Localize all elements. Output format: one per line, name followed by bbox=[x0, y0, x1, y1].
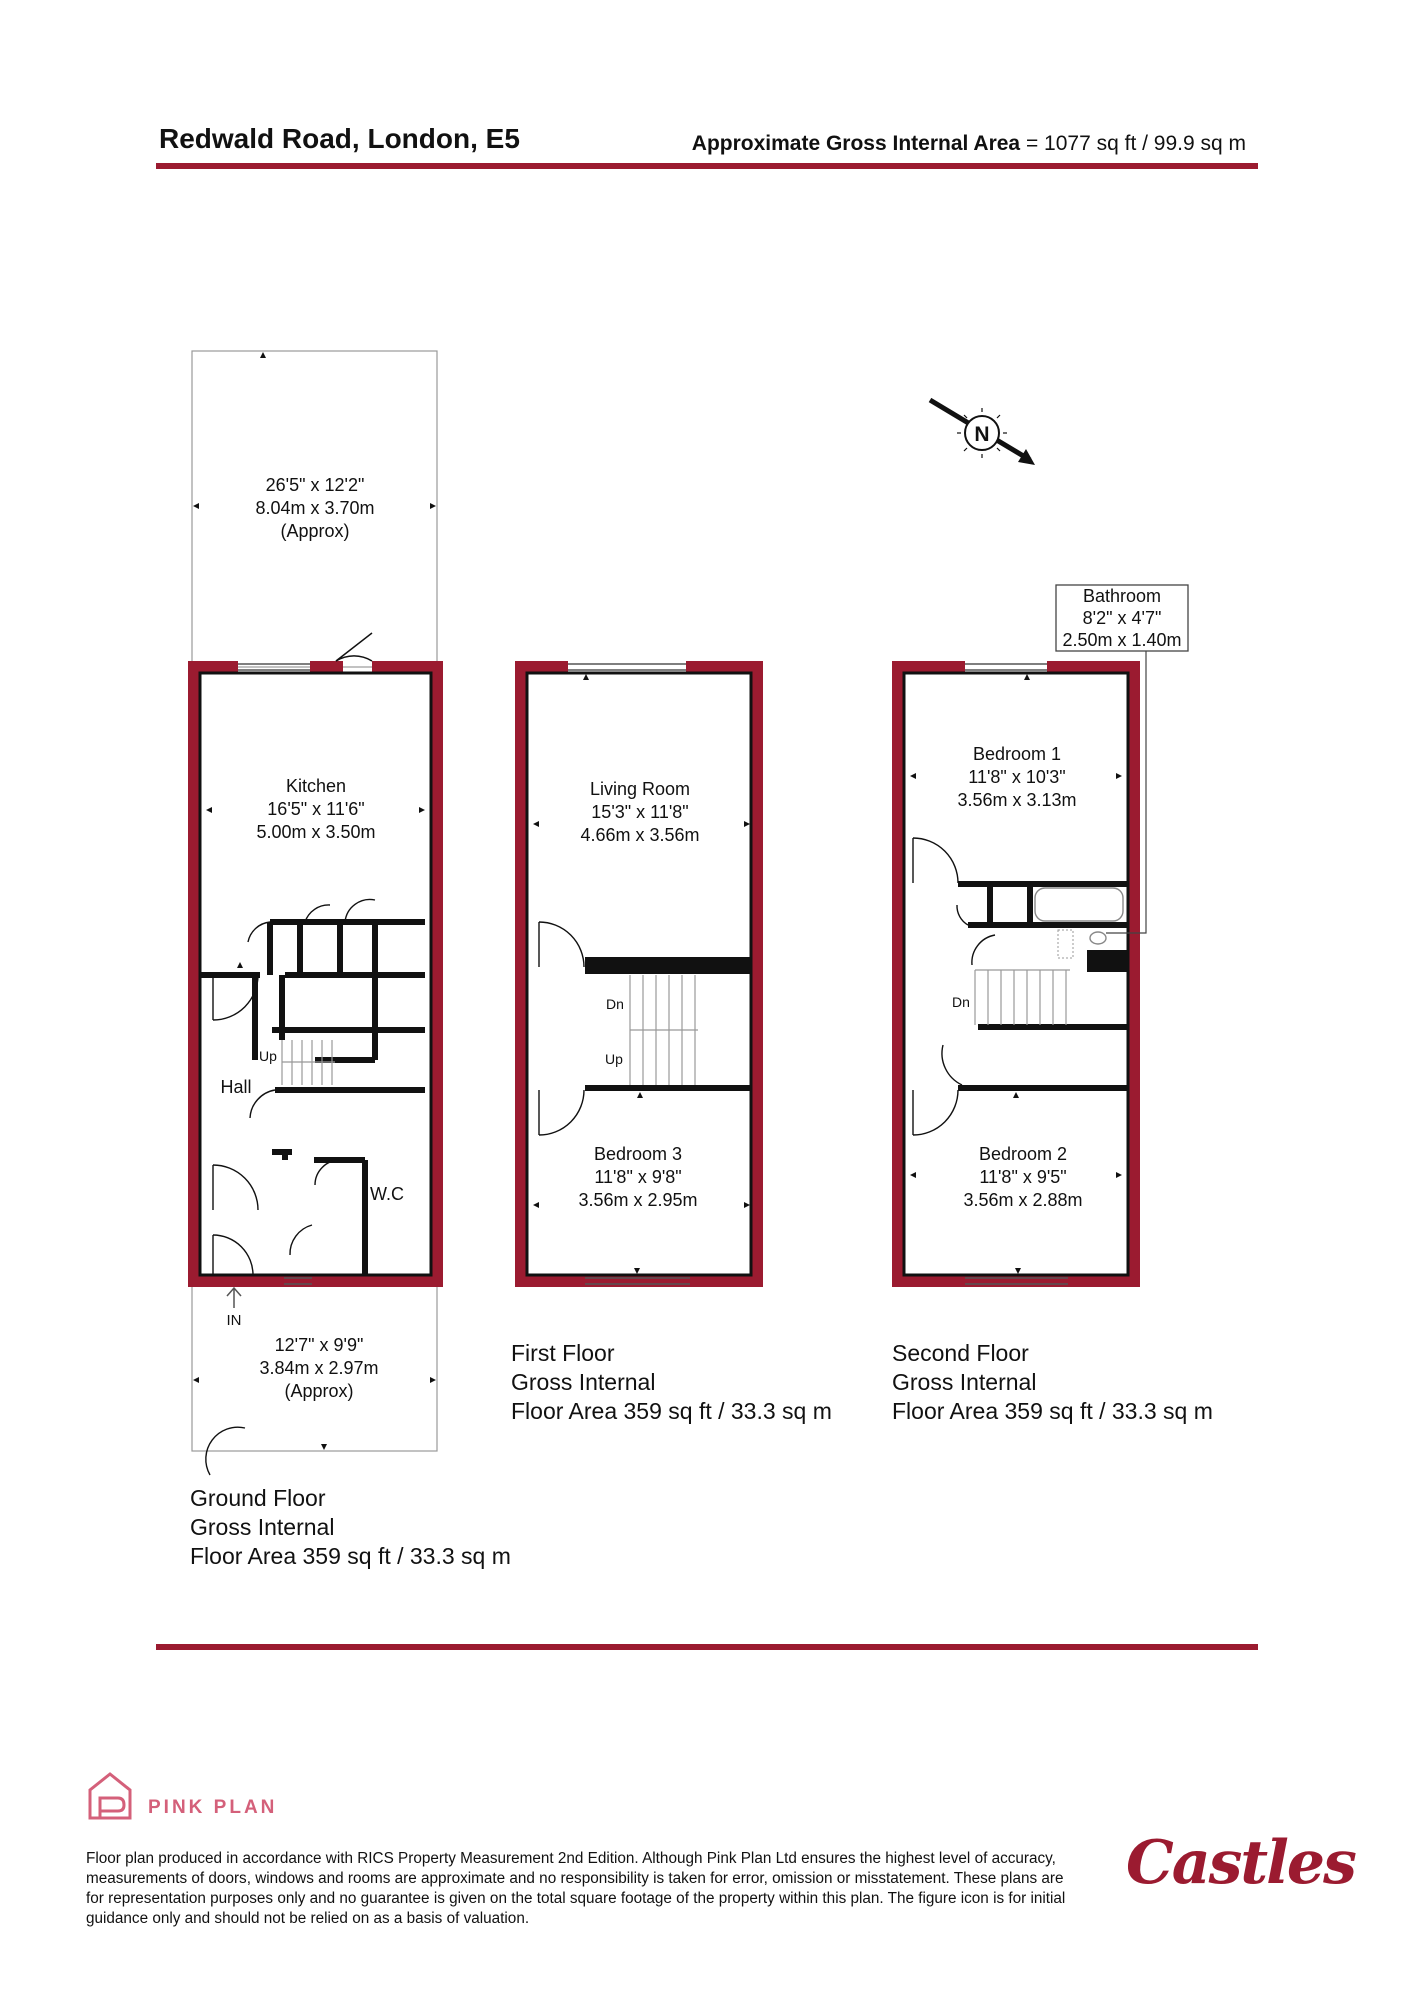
bedroom-2-dimension-metric: 3.56m x 2.88m bbox=[963, 1190, 1083, 1210]
basin-icon bbox=[1058, 930, 1073, 958]
ground-floor-caption-title: Ground Floor bbox=[190, 1485, 326, 1511]
garden-approx-note: (Approx) bbox=[280, 521, 350, 541]
disclaimer-text: Floor plan produced in accordance with RICS Property Measurement 2nd Edition. Although Pink Plan Ltd ensures the highest level of accuracy, measurements of doors, windows and rooms are approximate and no responsibility is taken for error, omission or misstatement. These plans are for representation purposes only and no guarantee is given on the total square footage of the property within this plan. The figure icon is for initial guidance only and should not be relied on as a basis of valuation. bbox=[86, 1850, 1066, 1927]
first-floor-plan bbox=[515, 664, 763, 1284]
first-floor-caption-line2: Gross Internal bbox=[511, 1369, 656, 1395]
ground-floor-caption-area: Floor Area 359 sq ft / 33.3 sq m bbox=[190, 1543, 511, 1569]
entrance-label: IN bbox=[226, 1312, 242, 1329]
first-floor-landing-wall bbox=[585, 957, 751, 974]
bedroom-3-label: Bedroom 3 bbox=[593, 1144, 683, 1164]
bedroom-3-dimension-imperial: 11'8" x 9'8" bbox=[594, 1167, 682, 1187]
first-floor-stairs bbox=[630, 975, 698, 1085]
bedroom-2-dimension-imperial: 11'8" x 9'5" bbox=[979, 1167, 1067, 1187]
bathroom-label: Bathroom bbox=[1082, 586, 1162, 606]
bath-tub-icon bbox=[1035, 888, 1123, 921]
bathroom-dimension-imperial: 8'2" x 4'7" bbox=[1082, 608, 1162, 628]
pink-plan-brand: PINK PLAN bbox=[148, 1797, 278, 1818]
bathroom-dimension-metric: 2.50m x 1.40m bbox=[1062, 630, 1182, 650]
ground-floor-caption bbox=[190, 1484, 511, 1571]
compass-north-label: N bbox=[974, 423, 990, 446]
garden-dimension-metric: 8.04m x 3.70m bbox=[255, 498, 375, 518]
ground-stairs-up-label: Up bbox=[259, 1048, 277, 1064]
bedroom-1-dimension-imperial: 11'8" x 10'3" bbox=[968, 767, 1066, 787]
wc-label: W.C bbox=[370, 1184, 404, 1204]
front-dimension-metric: 3.84m x 2.97m bbox=[259, 1358, 379, 1378]
first-floor-caption-area: Floor Area 359 sq ft / 33.3 sq m bbox=[511, 1398, 832, 1424]
hall-label: Hall bbox=[220, 1077, 252, 1097]
gross-area-value: = 1077 sq ft / 99.9 sq m bbox=[1020, 132, 1246, 155]
first-floor-door-swings bbox=[539, 922, 584, 1135]
entrance-arrow-icon bbox=[227, 1288, 241, 1308]
kitchen-dimension-imperial: 16'5" x 11'6" bbox=[267, 799, 365, 819]
castles-logo: Castles bbox=[1126, 1828, 1355, 1898]
garden-dimension-imperial: 26'5" x 12'2" bbox=[265, 475, 365, 495]
second-floor-plan bbox=[892, 585, 1188, 1284]
bedroom-1-dimension-metric: 3.56m x 3.13m bbox=[957, 790, 1077, 810]
kitchen-label: Kitchen bbox=[285, 776, 347, 796]
second-floor-stairs bbox=[975, 970, 1070, 1025]
front-approx-note: (Approx) bbox=[284, 1381, 354, 1401]
under-stairs-cupboards bbox=[255, 922, 375, 1060]
second-floor-caption-line2: Gross Internal bbox=[892, 1369, 1037, 1395]
second-floor-internal-walls bbox=[958, 884, 1128, 1088]
ground-floor-plan bbox=[188, 351, 443, 1475]
second-floor-caption-title: Second Floor bbox=[892, 1340, 1029, 1366]
page-title: Redwald Road, London, E5 bbox=[159, 123, 520, 154]
ground-floor-internal-walls bbox=[200, 922, 425, 1275]
bedroom-1-label: Bedroom 1 bbox=[972, 744, 1062, 764]
first-floor-caption-title: First Floor bbox=[511, 1340, 615, 1366]
bedroom-3-dimension-metric: 3.56m x 2.95m bbox=[578, 1190, 698, 1210]
second-floor-caption-area: Floor Area 359 sq ft / 33.3 sq m bbox=[892, 1398, 1213, 1424]
footer-rule bbox=[156, 1644, 1258, 1650]
first-stairs-down-label: Dn bbox=[606, 996, 624, 1012]
front-dimension-imperial: 12'7" x 9'9" bbox=[274, 1335, 364, 1355]
bedroom-2-label: Bedroom 2 bbox=[978, 1144, 1068, 1164]
living-room-dimension-imperial: 15'3" x 11'8" bbox=[591, 802, 689, 822]
first-stairs-up-label: Up bbox=[605, 1051, 623, 1067]
bathroom-wall-block bbox=[1087, 950, 1128, 972]
north-compass-icon bbox=[930, 400, 1035, 465]
living-room-dimension-metric: 4.66m x 3.56m bbox=[580, 825, 700, 845]
living-room-label: Living Room bbox=[589, 779, 691, 799]
ground-floor-stairs bbox=[282, 1040, 335, 1085]
second-stairs-down-label: Dn bbox=[952, 994, 970, 1010]
first-floor-caption bbox=[511, 1339, 832, 1426]
second-floor-caption bbox=[892, 1339, 1213, 1426]
ground-floor-caption-line2: Gross Internal bbox=[190, 1514, 335, 1540]
gross-area-label: Approximate Gross Internal Area bbox=[691, 132, 1021, 155]
kitchen-dimension-metric: 5.00m x 3.50m bbox=[256, 822, 376, 842]
toilet-icon bbox=[1090, 932, 1106, 944]
pink-plan-house-icon bbox=[90, 1774, 130, 1818]
